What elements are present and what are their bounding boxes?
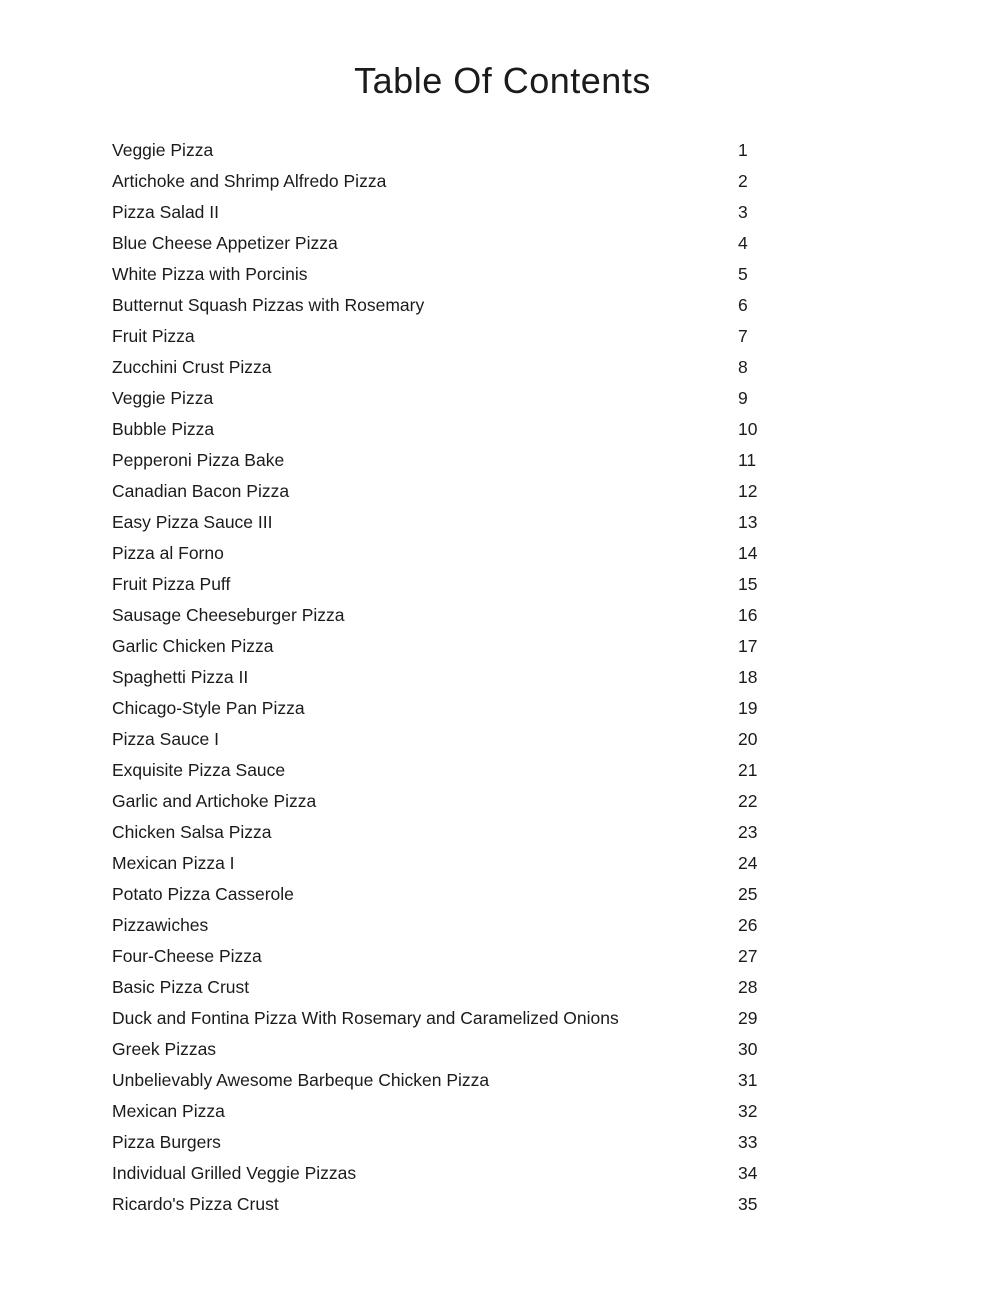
toc-entry-title: Individual Grilled Veggie Pizzas — [112, 1163, 357, 1183]
toc-entry[interactable] — [112, 383, 893, 414]
toc-entry-page-number: 4 — [738, 233, 748, 253]
toc-entry[interactable] — [112, 414, 893, 445]
toc-entry-title: Mexican Pizza I — [112, 853, 235, 873]
toc-entry[interactable] — [112, 817, 893, 848]
toc-entry-title: Pepperoni Pizza Bake — [112, 450, 285, 470]
toc-entry-page-number: 10 — [738, 419, 758, 439]
toc-entry-title: Sausage Cheeseburger Pizza — [112, 605, 345, 625]
toc-entry-page-number: 12 — [738, 481, 758, 501]
toc-entry[interactable] — [112, 259, 893, 290]
toc-entry[interactable] — [112, 1096, 893, 1127]
toc-entry[interactable] — [112, 507, 893, 538]
toc-entry[interactable] — [112, 941, 893, 972]
toc-entry-page-number: 31 — [738, 1070, 758, 1090]
toc-entry-title: Garlic and Artichoke Pizza — [112, 791, 317, 811]
toc-entry[interactable] — [112, 786, 893, 817]
toc-entry[interactable] — [112, 1065, 893, 1096]
toc-entry-title: Zucchini Crust Pizza — [112, 357, 272, 377]
toc-entry-page-number: 16 — [738, 605, 758, 625]
toc-entry-title: Pizza Salad II — [112, 202, 219, 222]
toc-entry[interactable] — [112, 1189, 893, 1220]
toc-entry-title: White Pizza with Porcinis — [112, 264, 308, 284]
toc-entry[interactable] — [112, 1158, 893, 1189]
toc-entry-page-number: 29 — [738, 1008, 758, 1028]
toc-entry-title: Mexican Pizza — [112, 1101, 225, 1121]
toc-entry-title: Veggie Pizza — [112, 140, 214, 160]
toc-entry[interactable] — [112, 1003, 893, 1034]
toc-entry[interactable] — [112, 476, 893, 507]
toc-entry-title: Greek Pizzas — [112, 1039, 217, 1059]
toc-entry-title: Duck and Fontina Pizza With Rosemary and Caramelized Onions — [112, 1008, 619, 1028]
toc-entry-page-number: 14 — [738, 543, 758, 563]
toc-entry[interactable] — [112, 290, 893, 321]
toc-entry-title: Ricardo's Pizza Crust — [112, 1194, 279, 1214]
toc-entry[interactable] — [112, 1034, 893, 1065]
toc-entry-page-number: 6 — [738, 295, 748, 315]
toc-entry-title: Canadian Bacon Pizza — [112, 481, 290, 501]
page-title: Table Of Contents — [354, 60, 651, 101]
toc-entry-page-number: 27 — [738, 946, 758, 966]
toc-entry-title: Fruit Pizza — [112, 326, 195, 346]
toc-entry[interactable] — [112, 662, 893, 693]
toc-entry-page-number: 17 — [738, 636, 758, 656]
toc-entry-page-number: 3 — [738, 202, 748, 222]
toc-entry[interactable] — [112, 1127, 893, 1158]
toc-entry-page-number: 7 — [738, 326, 748, 346]
toc-entry-title: Blue Cheese Appetizer Pizza — [112, 233, 338, 253]
toc-entry-title: Exquisite Pizza Sauce — [112, 760, 286, 780]
toc-entry-page-number: 33 — [738, 1132, 758, 1152]
toc-entry-title: Veggie Pizza — [112, 388, 214, 408]
toc-entry[interactable] — [112, 538, 893, 569]
toc-entry-page-number: 21 — [738, 760, 758, 780]
toc-entry-title: Butternut Squash Pizzas with Rosemary — [112, 295, 425, 315]
toc-entry-page-number: 28 — [738, 977, 758, 997]
toc-entry-title: Potato Pizza Casserole — [112, 884, 294, 904]
toc-entry-page-number: 2 — [738, 171, 748, 191]
toc-entry-page-number: 23 — [738, 822, 758, 842]
toc-entry[interactable] — [112, 848, 893, 879]
toc-entry-title: Pizzawiches — [112, 915, 209, 935]
toc-entry[interactable] — [112, 693, 893, 724]
toc-entry[interactable] — [112, 879, 893, 910]
toc-entry-page-number: 30 — [738, 1039, 758, 1059]
toc-entry-title: Chicago-Style Pan Pizza — [112, 698, 305, 718]
toc-entry-page-number: 35 — [738, 1194, 758, 1214]
toc-entry[interactable] — [112, 166, 893, 197]
toc-entry[interactable] — [112, 569, 893, 600]
toc-entry[interactable] — [112, 321, 893, 352]
toc-entry[interactable] — [112, 724, 893, 755]
toc-entry-title: Pizza al Forno — [112, 543, 224, 563]
toc-entry-page-number: 1 — [738, 140, 748, 160]
toc-entry-page-number: 15 — [738, 574, 758, 594]
toc-entry-title: Chicken Salsa Pizza — [112, 822, 272, 842]
toc-entry-page-number: 24 — [738, 853, 758, 873]
toc-entry[interactable] — [112, 600, 893, 631]
toc-entry-page-number: 18 — [738, 667, 758, 687]
toc-entry-page-number: 34 — [738, 1163, 758, 1183]
toc-entry-title: Bubble Pizza — [112, 419, 215, 439]
toc-entry-title: Easy Pizza Sauce III — [112, 512, 273, 532]
toc-entry-page-number: 25 — [738, 884, 758, 904]
toc-entry-title: Pizza Sauce I — [112, 729, 219, 749]
toc-entry-page-number: 11 — [738, 450, 757, 470]
toc-entry-page-number: 8 — [738, 357, 748, 377]
toc-entry-title: Pizza Burgers — [112, 1132, 221, 1152]
toc-entry-title: Fruit Pizza Puff — [112, 574, 231, 594]
toc-entry-page-number: 13 — [738, 512, 758, 532]
toc-entry[interactable] — [112, 135, 893, 166]
toc-entry[interactable] — [112, 972, 893, 1003]
toc-entry[interactable] — [112, 197, 893, 228]
toc-entry-title: Garlic Chicken Pizza — [112, 636, 274, 656]
toc-entry-page-number: 9 — [738, 388, 748, 408]
toc-entry-title: Artichoke and Shrimp Alfredo Pizza — [112, 171, 387, 191]
toc-entry-title: Basic Pizza Crust — [112, 977, 250, 997]
toc-entry-page-number: 26 — [738, 915, 758, 935]
toc-entry-page-number: 32 — [738, 1101, 758, 1121]
toc-list — [112, 135, 893, 1220]
toc-entry-title: Spaghetti Pizza II — [112, 667, 249, 687]
toc-entry[interactable] — [112, 228, 893, 259]
toc-entry[interactable] — [112, 352, 893, 383]
toc-entry-page-number: 5 — [738, 264, 748, 284]
toc-entry[interactable] — [112, 910, 893, 941]
toc-entry-title: Unbelievably Awesome Barbeque Chicken Pizza — [112, 1070, 490, 1090]
toc-entry-title: Four-Cheese Pizza — [112, 946, 262, 966]
toc-entry[interactable] — [112, 445, 893, 476]
toc-entry-page-number: 20 — [738, 729, 758, 749]
toc-entry[interactable] — [112, 755, 893, 786]
toc-entry[interactable] — [112, 631, 893, 662]
toc-entry-page-number: 22 — [738, 791, 758, 811]
toc-entry-page-number: 19 — [738, 698, 758, 718]
